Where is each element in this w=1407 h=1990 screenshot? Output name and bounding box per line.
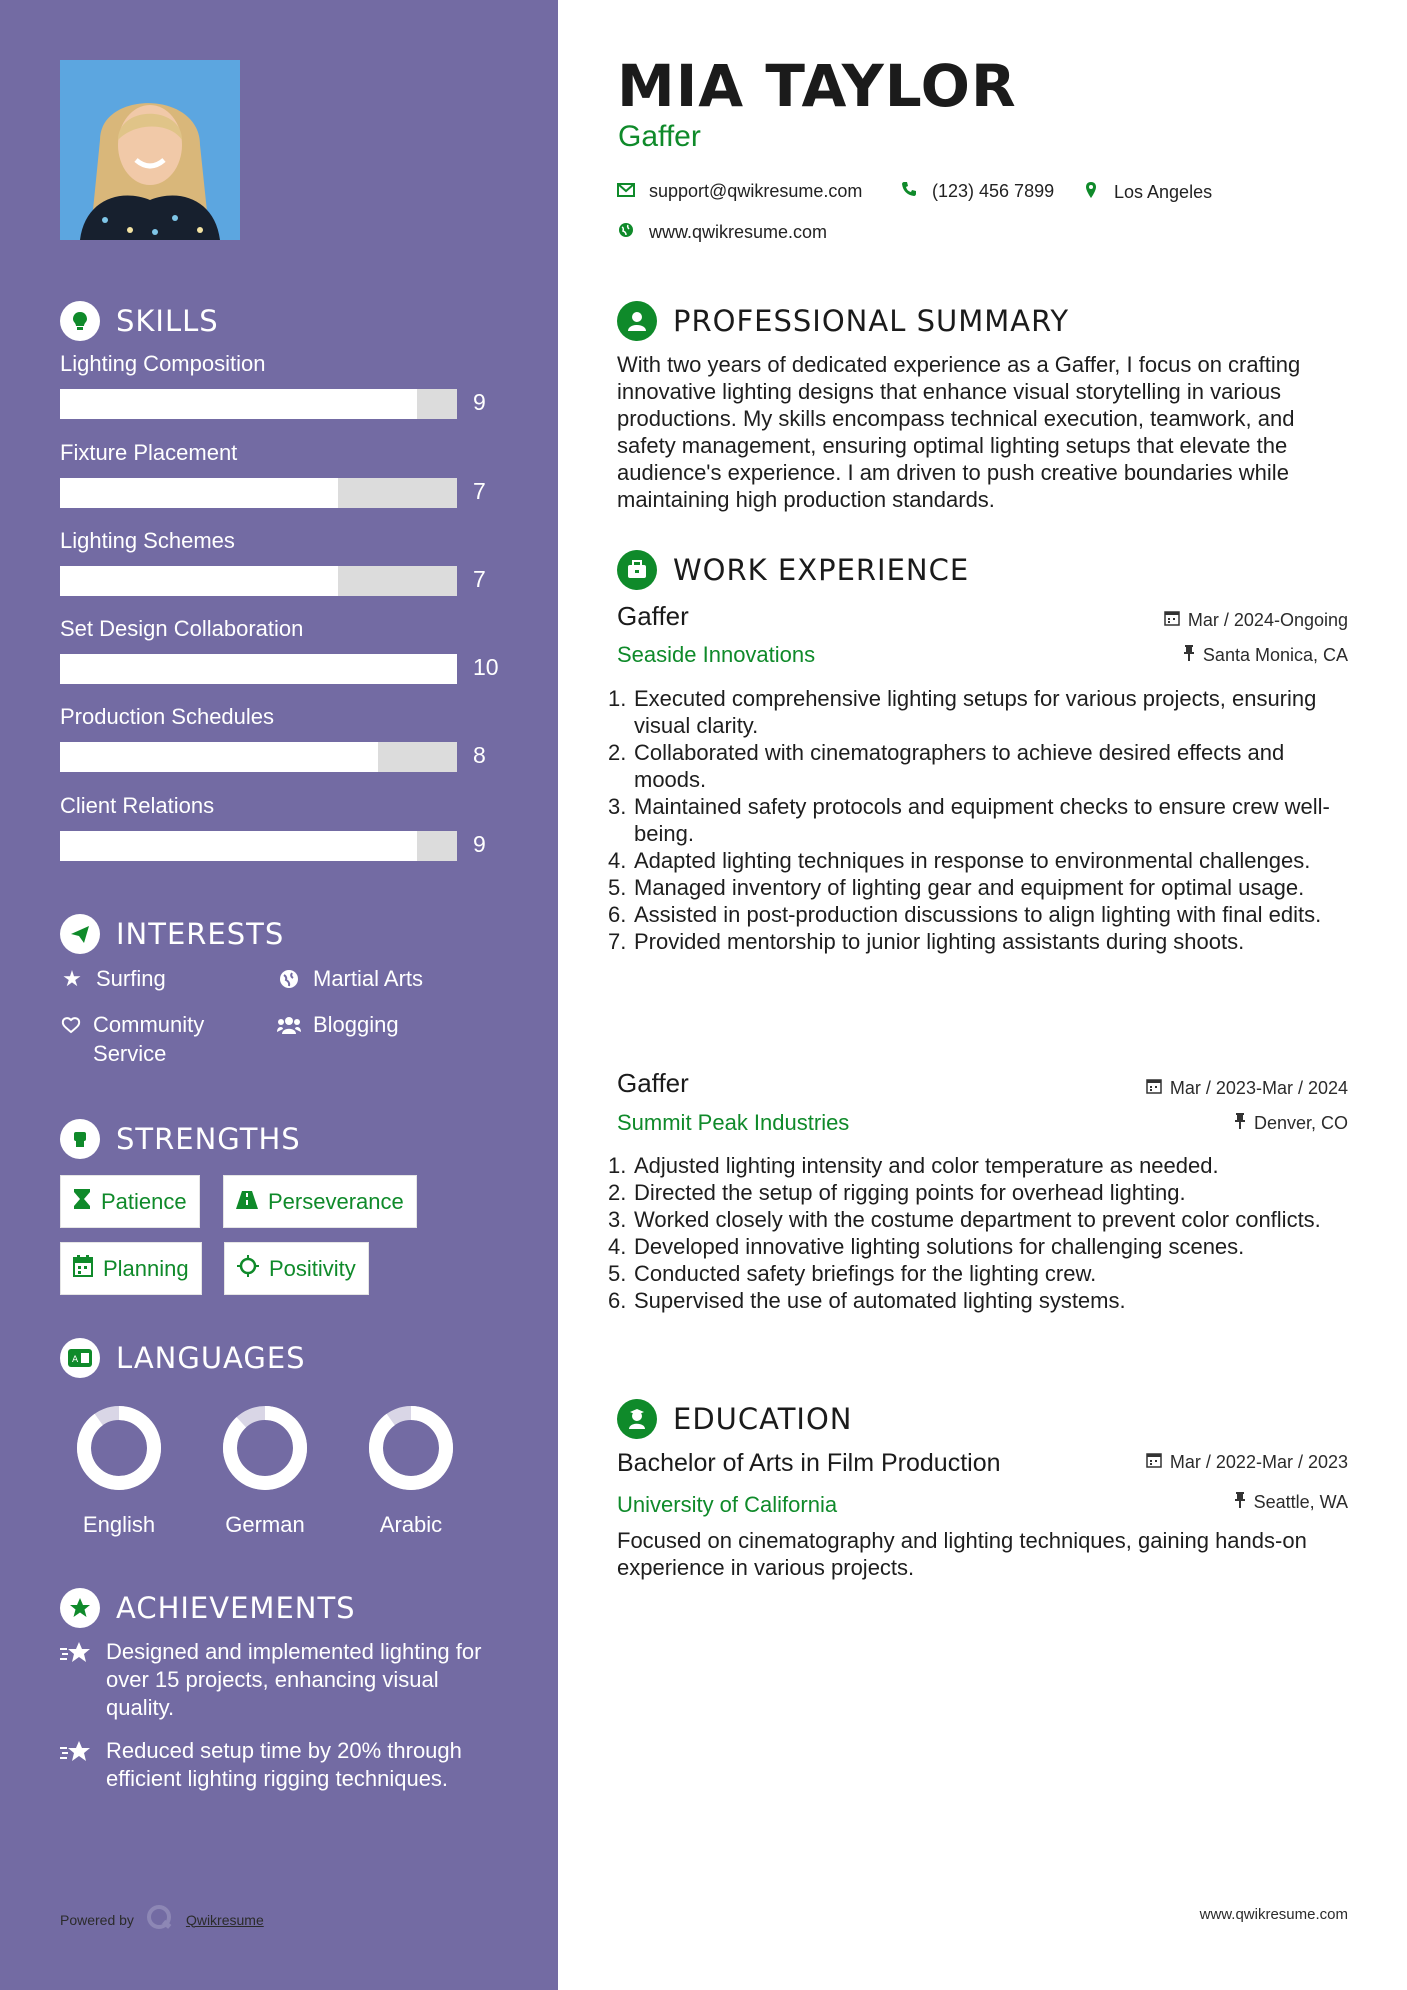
pushpin-icon [1234, 1113, 1246, 1134]
responsibility-item [608, 793, 1353, 847]
calendar-icon [1146, 1452, 1162, 1473]
skill-bar [60, 831, 457, 861]
list-number: 2. [608, 1180, 627, 1205]
responsibility-text: Provided mentorship to junior lighting assistants during shoots. [634, 929, 1245, 954]
skill-name: Fixture Placement [60, 440, 238, 465]
responsibility-text: Supervised the use of automated lighting systems. [634, 1288, 1126, 1313]
hourglass-icon [73, 1188, 91, 1216]
responsibility-text: Adapted lighting techniques in response to environmental challenges. [634, 848, 1311, 873]
skill-name: Lighting Composition [60, 351, 266, 376]
responsibility-item [608, 1260, 1353, 1287]
fist-icon [60, 1119, 100, 1159]
pushpin-icon [1234, 1492, 1246, 1513]
road-icon [236, 1189, 258, 1215]
language-donut [205, 1403, 325, 1493]
responsibility-item [608, 874, 1353, 901]
candidate-name: MIA TAYLOR [617, 52, 1017, 120]
interests-heading: INTERESTS [60, 914, 284, 954]
responsibility-text: Directed the setup of rigging points for overhead lighting. [634, 1180, 1186, 1205]
contact-email[interactable]: support@qwikresume.com [617, 181, 862, 202]
powered-by: Powered by Qwikresume [60, 1904, 264, 1935]
profile-photo [60, 60, 240, 240]
list-number: 5. [608, 875, 627, 900]
interest-item: Community Service [60, 1010, 260, 1068]
skill-level: 7 [473, 566, 486, 592]
skill-bar-fill [60, 654, 457, 684]
education-description: Focused on cinematography and lighting techniques, gaining hands-on experience in various projects. [617, 1528, 1307, 1580]
list-number: 1. [608, 686, 627, 711]
skill-bar-fill [60, 742, 378, 772]
paper-plane-icon [60, 914, 100, 954]
job-location: Santa Monica, CA [1183, 645, 1348, 666]
responsibility-item [608, 1206, 1353, 1233]
envelope-icon [617, 181, 635, 202]
calendar-icon [1164, 610, 1180, 631]
job-dates: Mar / 2023-Mar / 2024 [1146, 1078, 1348, 1099]
contact-phone[interactable]: (123) 456 7899 [900, 181, 1054, 202]
job-responsibilities [608, 1152, 1353, 1314]
sidebar [0, 0, 558, 1990]
user-icon [617, 301, 657, 341]
heart-outline-icon [60, 1010, 81, 1039]
map-pin-icon [1082, 181, 1100, 204]
responsibility-item [608, 1287, 1353, 1314]
responsibility-text: Maintained safety protocols and equipment checks to ensure crew well-being. [634, 794, 1330, 846]
education-heading: EDUCATION [617, 1399, 853, 1439]
responsibility-text: Conducted safety briefings for the lighting crew. [634, 1261, 1097, 1286]
responsibility-text: Developed innovative lighting solutions for challenging scenes. [634, 1234, 1245, 1259]
language-donut [59, 1403, 179, 1493]
responsibility-item [608, 1152, 1353, 1179]
responsibility-item [608, 685, 1353, 739]
language-item [351, 1403, 471, 1538]
responsibility-text: Worked closely with the costume department to prevent color conflicts. [634, 1207, 1321, 1232]
strength-tag: Patience [60, 1175, 200, 1228]
skill-bar-fill [60, 478, 338, 508]
job-title: Gaffer [617, 601, 689, 631]
job-dates: Mar / 2024-Ongoing [1164, 610, 1348, 631]
list-number: 5. [608, 1261, 627, 1286]
language-donut [351, 1403, 471, 1493]
languages-heading: A LANGUAGES [60, 1338, 306, 1378]
globe-icon [617, 222, 635, 243]
skills-heading: SKILLS [60, 301, 219, 341]
skill-bar [60, 478, 457, 508]
language-icon [60, 1338, 100, 1378]
list-number: 6. [608, 1288, 627, 1313]
users-icon [277, 1010, 301, 1039]
skill-item [60, 704, 500, 768]
responsibility-item [608, 1179, 1353, 1206]
skill-bar [60, 742, 457, 772]
skill-bar-fill [60, 566, 338, 596]
lightbulb-icon [60, 301, 100, 341]
responsibility-item [608, 1233, 1353, 1260]
sun-icon [237, 1255, 259, 1283]
graduation-cap-icon [617, 1399, 657, 1439]
interest-item: Blogging [277, 1010, 399, 1039]
job-company: Seaside Innovations [617, 642, 816, 667]
contact-location: Los Angeles [1082, 181, 1212, 204]
list-number: 6. [608, 902, 627, 927]
contact-website[interactable]: www.qwikresume.com [617, 222, 827, 243]
skill-item [60, 528, 500, 592]
skill-name: Lighting Schemes [60, 528, 235, 553]
skill-item [60, 616, 500, 680]
achievement-item: Reduced setup time by 20% through efficient lighting rigging techniques. [60, 1737, 510, 1793]
responsibility-text: Collaborated with cinematographers to achieve desired effects and moods. [634, 740, 1285, 792]
skill-item [60, 440, 500, 504]
skill-name: Set Design Collaboration [60, 616, 304, 641]
qwikresume-link[interactable]: Qwikresume [185, 1911, 264, 1928]
globe-icon [277, 964, 301, 993]
strength-tag: Planning [60, 1242, 202, 1295]
svg-text:A: A [72, 1355, 79, 1365]
summary-heading: PROFESSIONAL SUMMARY [617, 301, 1069, 341]
responsibility-text: Executed comprehensive lighting setups for various projects, ensuring visual clarity. [634, 686, 1317, 738]
skill-bar [60, 654, 457, 684]
education-dates: Mar / 2022-Mar / 2023 [1146, 1452, 1348, 1473]
interest-item: ★ Surfing [60, 964, 166, 993]
skill-bar-fill [60, 389, 417, 419]
skill-bar-fill [60, 831, 417, 861]
responsibility-item [608, 847, 1353, 874]
skill-level: 9 [473, 831, 486, 857]
experience-heading: WORK EXPERIENCE [617, 550, 969, 590]
summary-text: With two years of dedicated experience as a Gaffer, I focus on crafting innovative lighting designs that enhance visual storytelling in various productions. My skills encompass technical execution, teamwork, and safety management, ensuring optimal lighting setups that elevate the audience's experience. I am driven to push creative boundaries while maintaining high production standards. [617, 352, 1301, 512]
language-name: Arabic [379, 1512, 443, 1537]
degree-title: Bachelor of Arts in Film Production [617, 1449, 1001, 1477]
skill-level: 10 [473, 654, 499, 680]
calendar-icon [73, 1255, 93, 1283]
skill-item [60, 351, 500, 415]
responsibility-text: Adjusted lighting intensity and color temperature as needed. [634, 1153, 1219, 1178]
list-number: 4. [608, 848, 627, 873]
strength-tag: Perseverance [223, 1175, 417, 1228]
responsibility-item [608, 928, 1353, 955]
responsibility-text: Managed inventory of lighting gear and equipment for optimal usage. [634, 875, 1305, 900]
job-responsibilities [608, 685, 1353, 955]
footer-url[interactable]: www.qwikresume.com [1199, 1906, 1348, 1923]
responsibility-item [608, 739, 1353, 793]
language-item [205, 1403, 325, 1538]
responsibility-item [608, 901, 1353, 928]
list-number: 3. [608, 1207, 627, 1232]
calendar-icon [1146, 1078, 1162, 1099]
interest-item: Martial Arts [277, 964, 423, 993]
job-company: Summit Peak Industries [617, 1110, 850, 1135]
skill-name: Client Relations [60, 793, 215, 818]
candidate-role: Gaffer [618, 120, 701, 153]
award-star-icon [60, 1588, 100, 1628]
school-name: University of California [617, 1492, 838, 1517]
education-location: Seattle, WA [1234, 1492, 1348, 1513]
job-location: Denver, CO [1234, 1113, 1348, 1134]
star-icon: ★ [62, 966, 82, 991]
strengths-heading: STRENGTHS [60, 1119, 301, 1159]
language-name: English [82, 1512, 156, 1537]
briefcase-icon [617, 550, 657, 590]
pushpin-icon [1183, 645, 1195, 666]
skill-bar [60, 566, 457, 596]
skill-name: Production Schedules [60, 704, 275, 729]
job-title: Gaffer [617, 1068, 689, 1098]
list-number: 1. [608, 1153, 627, 1178]
skill-level: 9 [473, 389, 486, 415]
skill-bar [60, 389, 457, 419]
list-number: 4. [608, 1234, 627, 1259]
strength-tag: Positivity [224, 1242, 369, 1295]
phone-icon [900, 181, 918, 202]
list-number: 7. [608, 929, 627, 954]
list-number: 2. [608, 740, 627, 765]
shooting-star-icon [60, 1737, 94, 1793]
list-number: 3. [608, 794, 627, 819]
responsibility-text: Assisted in post-production discussions to align lighting with final edits. [634, 902, 1322, 927]
achievements-heading: ACHIEVEMENTS [60, 1588, 356, 1628]
skill-level: 7 [473, 478, 486, 504]
shooting-star-icon [60, 1638, 94, 1722]
language-name: German [225, 1512, 305, 1537]
skill-item [60, 793, 500, 857]
skill-level: 8 [473, 742, 486, 768]
achievement-item: Designed and implemented lighting for over 15 projects, enhancing visual quality. [60, 1638, 510, 1722]
language-item [59, 1403, 179, 1538]
qwikresume-logo-icon [146, 1904, 174, 1935]
